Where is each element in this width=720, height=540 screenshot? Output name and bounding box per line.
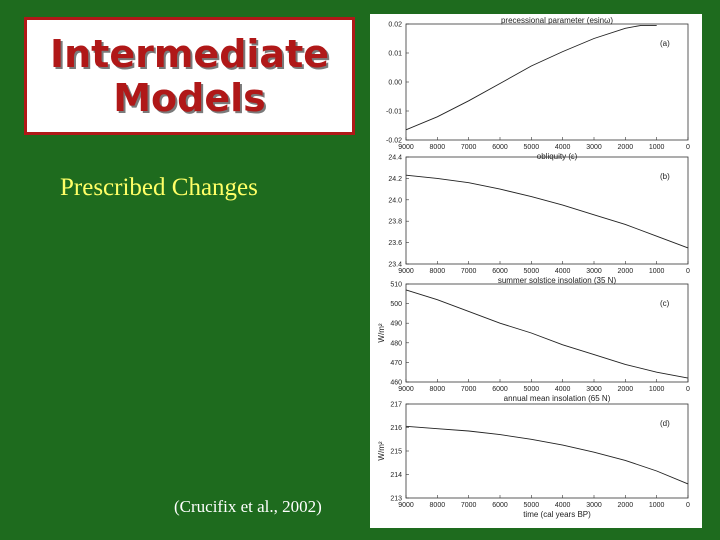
panel-a-x-tick-label: 5000 (523, 144, 540, 151)
insolation-figure-svg (370, 14, 702, 528)
panel-c-frame (406, 284, 688, 382)
panel-b-x-tick-label: 7000 (460, 268, 477, 275)
panel-a-x-tick-label: 4000 (554, 144, 571, 151)
panel-d-x-tick-label: 3000 (586, 502, 602, 509)
slide-title (50, 32, 329, 120)
panel-c-y-label: W/m² (377, 323, 386, 343)
panel-b-x-tick-label: 3000 (586, 268, 602, 275)
panel-b-x-tick-label: 9000 (398, 268, 414, 275)
panel-d-x-tick-label: 4000 (554, 502, 571, 509)
panel-c-y-tick-label: 510 (390, 281, 402, 289)
panel-d-x-tick-label: 6000 (492, 502, 508, 509)
panel-d-label: (d) (660, 419, 670, 428)
slide-title-line1: Intermediate (49, 32, 330, 76)
panel-b-x-tick-label: 6000 (492, 268, 508, 275)
panel-a-y-tick-label: 0.01 (388, 50, 402, 58)
panel-a-label: (a) (660, 39, 670, 48)
panel-d-x-tick-label: 8000 (429, 502, 446, 509)
panel-c-label: (c) (660, 299, 670, 308)
panel-c-x-tick-label: 4000 (554, 386, 571, 393)
panel-c-y-tick-label: 480 (390, 340, 402, 348)
panel-b-x-tick-label: 4000 (554, 268, 571, 275)
panel-d-series-line (406, 426, 688, 484)
panel-c-x-tick-label: 2000 (617, 386, 634, 393)
panel-a-series-line (406, 25, 657, 129)
panel-b-label: (b) (660, 172, 670, 181)
panel-d-y-tick-label: 216 (390, 425, 402, 432)
panel-c-x-label: annual mean insolation (65 N) (503, 394, 611, 403)
panel-a-x-tick-label: 7000 (460, 144, 477, 151)
panel-d-x-tick-label: 5000 (523, 502, 540, 509)
panel-a-y-tick-label: -0.02 (386, 137, 402, 145)
panel-a-x-tick-label: 9000 (398, 144, 414, 151)
panel-b-x-tick-label: 1000 (648, 268, 665, 275)
panel-a-frame (406, 24, 688, 140)
panel-b-frame (406, 157, 688, 264)
panel-b-series-line (406, 175, 688, 248)
panel-b-x-tick-label: 2000 (617, 268, 634, 275)
panel-d-x-label: time (cal years BP) (523, 510, 591, 519)
panel-c-x-tick-label: 5000 (523, 386, 540, 393)
panel-a-x-tick-label: 6000 (492, 144, 508, 151)
panel-a-title: precessional parameter (esinω) (500, 16, 614, 25)
panel-d-y-tick-label: 215 (390, 448, 402, 456)
panel-d-y-tick-label: 214 (390, 472, 402, 479)
citation: (Crucifix et al., 2002) (174, 497, 322, 516)
panel-b-y-tick-label: 23.8 (388, 218, 402, 226)
panel-b-y-tick-label: 23.6 (388, 240, 402, 248)
panel-b-x-tick-label: 5000 (523, 268, 540, 275)
slide-title-line2: Models (113, 76, 266, 120)
panel-c-y-tick-label: 470 (390, 359, 402, 367)
slide-title-box (24, 17, 355, 135)
panel-a-y-tick-label: 0.00 (388, 79, 402, 87)
panel-c-y-tick-label: 490 (390, 320, 402, 328)
panel-d-y-tick-label: 217 (390, 401, 402, 409)
panel-a-x-tick-label: 0 (686, 144, 690, 151)
panel-b-x-tick-label: 0 (686, 268, 690, 275)
panel-a-x-tick-label: 8000 (429, 144, 446, 151)
panel-c-x-tick-label: 6000 (492, 386, 508, 393)
panel-d-x-tick-label: 2000 (617, 502, 634, 509)
panel-a-x-label: obliquity (ε) (536, 152, 578, 161)
panel-b-y-tick-label: 24.4 (388, 154, 402, 162)
panel-c-x-tick-label: 7000 (460, 386, 477, 393)
panel-d-x-tick-label: 1000 (648, 502, 665, 509)
panel-b-y-tick-label: 24.0 (388, 197, 402, 205)
panel-c-x-tick-label: 0 (686, 386, 690, 393)
panel-d-frame (406, 404, 688, 498)
panel-a-x-tick-label: 2000 (617, 144, 634, 151)
panel-b-y-tick-label: 24.2 (388, 175, 402, 183)
panel-c-x-tick-label: 3000 (586, 386, 602, 393)
panel-d-y-tick-label: 213 (390, 495, 402, 503)
panel-d-y-label: W/m² (377, 441, 386, 461)
panel-c-y-tick-label: 460 (390, 379, 402, 387)
panel-a-x-tick-label: 1000 (648, 144, 665, 151)
panel-b-y-tick-label: 23.4 (388, 261, 402, 269)
panel-a-x-tick-label: 3000 (586, 144, 602, 151)
panel-d-x-tick-label: 0 (686, 502, 690, 509)
panel-d-x-tick-label: 9000 (398, 502, 414, 509)
slide-subtitle: Prescribed Changes (60, 174, 258, 201)
panel-c-x-tick-label: 1000 (648, 386, 665, 393)
panel-a-y-tick-label: -0.01 (386, 108, 402, 116)
insolation-figure (370, 14, 702, 528)
panel-c-x-tick-label: 8000 (429, 386, 446, 393)
panel-d-x-tick-label: 7000 (460, 502, 477, 509)
panel-c-x-tick-label: 9000 (398, 386, 414, 393)
panel-c-series-line (406, 290, 688, 378)
panel-c-y-tick-label: 500 (390, 301, 402, 309)
panel-a-y-tick-label: 0.02 (388, 21, 402, 29)
panel-b-x-tick-label: 8000 (429, 268, 446, 275)
panel-b-x-label: summer solstice insolation (35 N) (497, 276, 617, 285)
